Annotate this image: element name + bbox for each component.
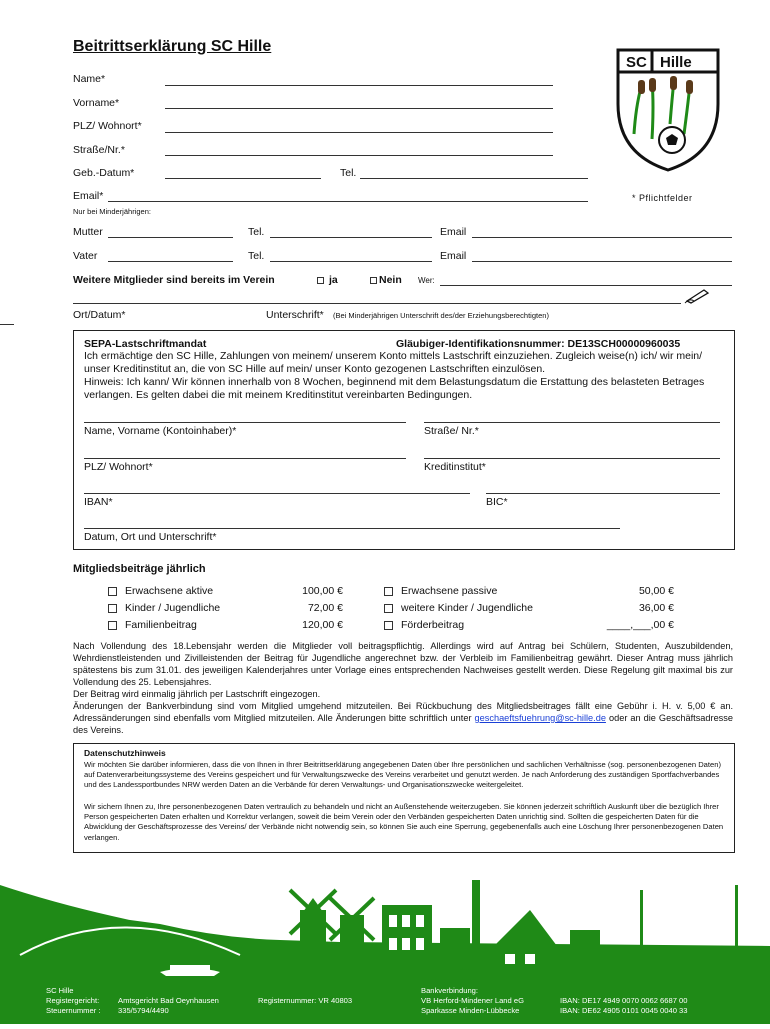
fee-option-weitere-kinder[interactable] bbox=[384, 602, 533, 614]
nein-checkbox[interactable] bbox=[370, 277, 377, 284]
email-field[interactable] bbox=[108, 201, 588, 202]
fee-amount: 120,00 € bbox=[302, 619, 343, 631]
sepa-mandate-text: Ich ermächtige den SC Hille, Zahlungen von meinem/ unserem Konto mittels Lastschrift einzuziehen. Zugleich weise(n) ich/ wir mein/ unser Kreditinstitut an, die von SC Hille auf mein/ unser Konto gezogenen Lastschriften einzulösen. bbox=[84, 350, 703, 375]
geb-label: Geb.-Datum* bbox=[73, 167, 135, 179]
footer-bank2: Sparkasse Minden-Lübbecke bbox=[421, 1006, 520, 1015]
members-ja-option[interactable] bbox=[317, 274, 338, 286]
tel-field[interactable] bbox=[360, 178, 588, 179]
fee-option-erwachsene-passive[interactable] bbox=[384, 585, 497, 597]
footer-bank-title: Bankverbindung: bbox=[421, 986, 478, 995]
fee-label: Förderbeitrag bbox=[401, 619, 465, 631]
pflichtfelder-note: * Pflichtfelder bbox=[632, 193, 693, 203]
fee-checkbox[interactable] bbox=[384, 604, 393, 613]
vater-field[interactable] bbox=[108, 261, 233, 262]
footer-reg-value: Amtsgericht Bad Oeynhausen bbox=[118, 996, 219, 1005]
info-changes-end: oder an die Geschäftsadresse des Vereins. bbox=[73, 713, 733, 735]
fee-option-foerderbeitrag[interactable] bbox=[384, 619, 464, 631]
fee-checkbox[interactable] bbox=[384, 587, 393, 596]
mutter-email-field[interactable] bbox=[472, 237, 732, 238]
tel-label: Tel. bbox=[340, 167, 357, 179]
bic-field[interactable] bbox=[486, 493, 720, 494]
kreditinstitut-field[interactable] bbox=[424, 458, 720, 459]
name-field[interactable] bbox=[165, 85, 553, 86]
page-title: Beitrittserklärung SC Hille bbox=[73, 38, 272, 55]
plz-label: PLZ/ Wohnort* bbox=[73, 120, 142, 132]
info-changes-text: Änderungen der Bankverbindung sind vom Mitglied umgehend mitzuteilen. Bei Rückbuchung des Mitgliedsbeitrages fällt eine Gebühr i. H. v. 5,00 € an. Adressänderungen sind ebenfalls vom Mitglied mitzuteilen. Alle Änderungen bitte schriftlich unter bbox=[73, 701, 733, 723]
nein-label: Nein bbox=[379, 274, 402, 286]
mutter-label: Mutter bbox=[73, 226, 103, 238]
ja-label: ja bbox=[329, 274, 338, 286]
fee-label: weitere Kinder / Jugendliche bbox=[401, 602, 533, 614]
datenschutz-title: Datenschutzhinweis bbox=[84, 748, 166, 758]
sepa-strasse-field[interactable] bbox=[424, 422, 720, 423]
fee-amount: 36,00 € bbox=[638, 602, 674, 614]
vorname-label: Vorname* bbox=[73, 97, 120, 109]
logo-text-sc: SC bbox=[626, 54, 647, 71]
fee-label: Kinder / Jugendliche bbox=[125, 602, 221, 614]
fee-label: Familienbeitrag bbox=[125, 619, 197, 631]
footer-club-name: SC Hille bbox=[46, 986, 74, 995]
fees-info bbox=[73, 640, 733, 736]
logo-text-hille: Hille bbox=[660, 54, 692, 71]
info-paragraph-age: Nach Vollendung des 18.Lebensjahr werden die Mitglieder voll beitragspflichtig. Allerdings wird auf Antrag bei Schülern, Studenten, Auszubildenden, Wehrdienstleistenden und Zivilleistenden der Beitrag für Jugendliche angerechnet bzw. der Verbleib im Familienbeitrag gewährt. Dieser Antrag muss jährlich spätestens bis zum 31.01. des jeweiligen Kalenderjahres unter Vorlage eines entsprechenden Nachweises gestellt werden. Diese Regelung gilt maximal bis zur Vollendung des 25. Lebensjahres. bbox=[73, 641, 733, 687]
footer-bank1: VB Herford-Mindener Land eG bbox=[421, 996, 524, 1005]
sepa-title: SEPA-Lastschriftmandat bbox=[84, 338, 207, 350]
unterschrift-note: (Bei Minderjährigen Unterschrift des/der Erziehungsberechtigten) bbox=[333, 311, 549, 320]
fee-label: Erwachsene passive bbox=[401, 585, 498, 597]
pen-icon bbox=[684, 286, 712, 309]
club-logo bbox=[612, 44, 724, 174]
sepa-datum-label: Datum, Ort und Unterschrift* bbox=[84, 531, 217, 543]
mutter-email-label: Email bbox=[440, 226, 467, 238]
vater-tel-field[interactable] bbox=[270, 261, 432, 262]
footer-iban1: IBAN: DE17 4949 0070 0062 6687 00 bbox=[560, 996, 688, 1005]
mutter-tel-label: Tel. bbox=[248, 226, 265, 238]
ort-datum-label: Ort/Datum* bbox=[73, 309, 126, 321]
kontoinhaber-label: Name, Vorname (Kontoinhaber)* bbox=[84, 425, 237, 437]
mutter-field[interactable] bbox=[108, 237, 233, 238]
datenschutz-text-1: Wir möchten Sie darüber informieren, dass die von Ihnen in Ihrer Beitrittserklärung angegebenen Daten über Ihre persönlichen und sachlichen Verhältnisse (sog. personenbezogenen Daten) auf Datenverarbeitungssysteme des Vereins gespeichert und für Verwaltungszwecke des Vereins verarbeitet und genutzt werden. Je nach Anforderung des zuständigen Sportfachverbandes und des Landessportbundes NRW werden Daten an die Verbände für deren Verwaltungs- und Organisationszwecke weitergeleitet. bbox=[84, 760, 721, 790]
kreditinstitut-label: Kreditinstitut* bbox=[424, 461, 486, 473]
wer-label: Wer: bbox=[418, 276, 435, 285]
footer-regnum: Registernummer: VR 40803 bbox=[258, 996, 353, 1005]
sepa-plz-label: PLZ/ Wohnort* bbox=[84, 461, 153, 473]
fees-title: Mitgliedsbeiträge jährlich bbox=[73, 563, 206, 575]
fee-option-kinder[interactable] bbox=[108, 602, 220, 614]
vorname-field[interactable] bbox=[165, 108, 553, 109]
vater-label: Vater bbox=[73, 250, 98, 262]
ja-checkbox[interactable] bbox=[317, 277, 324, 284]
fee-option-erwachsene-aktive[interactable] bbox=[108, 585, 213, 597]
sepa-datum-field[interactable] bbox=[84, 528, 620, 529]
fee-checkbox[interactable] bbox=[108, 621, 117, 630]
datenschutz-text-2: Wir sichern Ihnen zu, Ihre personenbezogenen Daten vertraulich zu behandeln und nicht an Außenstehende weiterzugeben. Sie können jederzeit schriftlich Auskunft über die bezüglich Ihrer Person gespeicherten Daten erhalten und Korrektur verlangen, soweit die beim Verein oder den Verbänden gespeicherten Daten unrichtig sind. Sollten die gespeicherten Daten für die Abwicklung der Geschäftsprozesse des Vereins/ der Verbände nicht notwendig sein, so können Sie auch eine Sperrung, gegebenenfalls auch eine Löschung Ihrer personenbezogenen Daten verlangen. bbox=[84, 802, 724, 842]
name-label: Name* bbox=[73, 73, 106, 85]
sepa-strasse-label: Straße/ Nr.* bbox=[424, 425, 479, 437]
fee-option-familie[interactable] bbox=[108, 619, 197, 631]
fee-checkbox[interactable] bbox=[108, 604, 117, 613]
foerderbeitrag-amount-field[interactable]: ____,___,00 € bbox=[606, 619, 674, 631]
mutter-tel-field[interactable] bbox=[270, 237, 432, 238]
email-link[interactable]: geschaeftsfuehrung@sc-hille.de bbox=[474, 713, 606, 723]
iban-label: IBAN* bbox=[84, 496, 113, 508]
fold-mark bbox=[0, 324, 14, 325]
email-label: Email* bbox=[73, 190, 104, 202]
kontoinhaber-field[interactable] bbox=[84, 422, 406, 423]
vater-email-label: Email bbox=[440, 250, 467, 262]
geb-field[interactable] bbox=[165, 178, 321, 179]
logo-ring-text bbox=[612, 160, 724, 167]
members-label: Weitere Mitglieder sind bereits im Verein bbox=[73, 274, 275, 286]
datenschutz-section bbox=[73, 743, 735, 853]
vater-email-field[interactable] bbox=[472, 261, 732, 262]
unterschrift-label: Unterschrift* bbox=[266, 309, 324, 321]
fee-label: Erwachsene aktive bbox=[125, 585, 214, 597]
fee-amount: 100,00 € bbox=[302, 585, 343, 597]
minor-note: Nur bei Minderjährigen: bbox=[73, 207, 151, 216]
signature-line[interactable] bbox=[73, 303, 681, 304]
glaeubiger-id: Gläubiger-Identifikationsnummer: DE13SCH00000960035 bbox=[396, 338, 681, 350]
info-paragraph-lastschrift: Der Beitrag wird einmalig jährlich per Lastschrift eingezogen. bbox=[73, 689, 321, 699]
strasse-field[interactable] bbox=[165, 155, 553, 156]
footer-reg-label: Registergericht: bbox=[46, 996, 100, 1005]
bic-label: BIC* bbox=[486, 496, 508, 508]
iban-field[interactable] bbox=[84, 493, 470, 494]
strasse-label: Straße/Nr.* bbox=[73, 144, 125, 156]
fee-checkbox[interactable] bbox=[384, 621, 393, 630]
vater-tel-label: Tel. bbox=[248, 250, 265, 262]
sepa-section bbox=[73, 330, 735, 550]
footer-st-label: Steuernummer : bbox=[46, 1006, 101, 1015]
sepa-hint-text: Hinweis: Ich kann/ Wir können innerhalb von 8 Wochen, beginnend mit dem Belastungsdatum die Erstattung des belasteten Betrages verlangen. Es gelten dabei die mit meinem Kreditinstitut vereinbarten Bedingungen. bbox=[84, 376, 705, 401]
footer-st-value: 335/5794/4490 bbox=[118, 1006, 169, 1015]
members-nein-option[interactable] bbox=[370, 274, 402, 286]
sepa-plz-field[interactable] bbox=[84, 458, 406, 459]
fee-amount: 72,00 € bbox=[307, 602, 343, 614]
footer-iban2: IBAN: DE62 4905 0101 0045 0040 33 bbox=[560, 1006, 688, 1015]
plz-field[interactable] bbox=[165, 132, 553, 133]
fee-checkbox[interactable] bbox=[108, 587, 117, 596]
info-paragraph-changes bbox=[73, 700, 733, 736]
fee-amount: 50,00 € bbox=[638, 585, 674, 597]
